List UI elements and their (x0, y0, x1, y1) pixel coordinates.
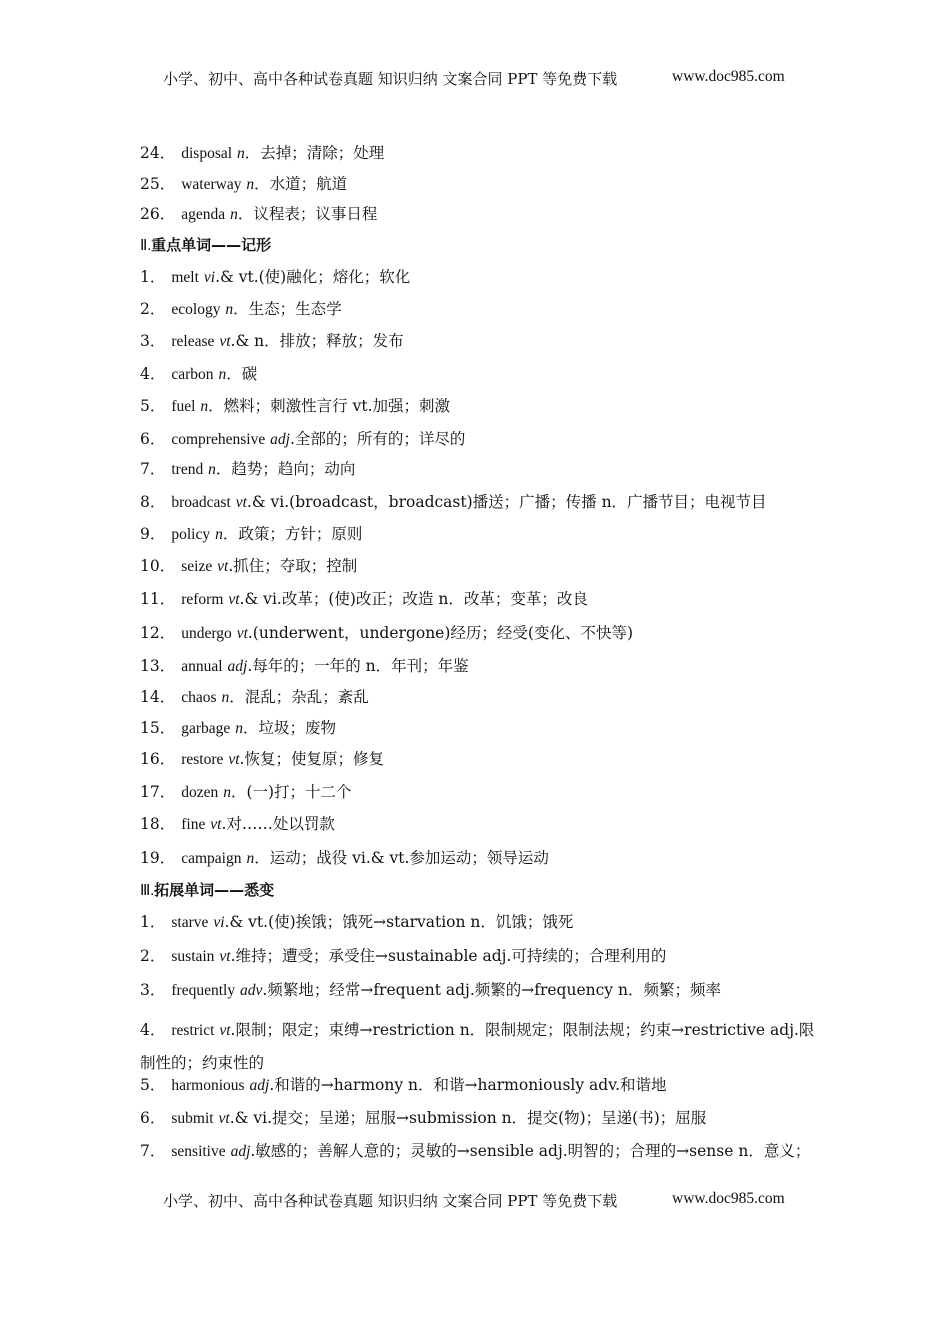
entry-number: 6． (140, 430, 166, 448)
entry-definition: ．水道；航道 (254, 175, 348, 193)
entry-word: policy (171, 526, 211, 543)
entry-definition: .每年的；一年的 n．年刊；年鉴 (247, 657, 469, 675)
entry-word: broadcast (171, 494, 231, 511)
entry-word: dozen (181, 784, 219, 801)
entry-word: melt (171, 269, 199, 286)
entry-number: 1． (140, 268, 166, 286)
vocab-entry (140, 492, 767, 513)
vocab-entry (140, 1075, 667, 1096)
entry-word: reform (181, 591, 224, 608)
entry-part-of-speech: n (235, 720, 243, 737)
vocab-entry (140, 299, 342, 320)
vocab-entry (140, 656, 469, 677)
entry-part-of-speech: n (230, 206, 238, 223)
entry-word: release (171, 333, 215, 350)
entry-word: fuel (171, 398, 196, 415)
entry-number: 4． (140, 1021, 166, 1039)
entry-part-of-speech: n (236, 145, 245, 162)
entry-definition: ．生态；生态学 (233, 300, 342, 318)
entry-definition: ．(一)打；十二个 (230, 783, 352, 801)
entry-word: garbage (181, 720, 231, 737)
entry-word: annual (181, 658, 223, 675)
vocab-entry (140, 946, 666, 967)
entry-definition: .& n．排放；释放；发布 (230, 332, 404, 350)
entry-word: ecology (171, 301, 221, 318)
entry-word: fine (181, 816, 206, 833)
entry-part-of-speech: vt (228, 591, 240, 608)
entry-part-of-speech: vt (236, 625, 248, 642)
entry-word: comprehensive (171, 431, 266, 448)
header-text: 小学、初中、高中各种试卷真题 知识归纳 文案合同 PPT 等免费下载 (163, 70, 618, 88)
vocab-entry (140, 331, 404, 352)
entry-word: campaign (181, 850, 242, 867)
entry-definition: .抓住；夺取；控制 (228, 557, 358, 575)
entry-part-of-speech: n (221, 689, 230, 706)
entry-number: 14． (140, 688, 176, 706)
entry-number: 3． (140, 332, 166, 350)
entry-part-of-speech: vt (235, 494, 247, 511)
entry-number: 4． (140, 365, 166, 383)
entry-part-of-speech: vt (218, 1110, 230, 1127)
entry-definition: .敏感的；善解人意的；灵敏的→sensible adj.明智的；合理的→sense n．意义； (250, 1142, 811, 1160)
entry-number: 7． (140, 1142, 166, 1160)
entry-part-of-speech: n (215, 526, 223, 543)
vocab-entry (140, 174, 347, 195)
vocab-entry (140, 782, 352, 803)
footer-url[interactable]: www.doc985.com (672, 1190, 785, 1207)
entry-number: 13． (140, 657, 176, 675)
entry-part-of-speech: vi (213, 914, 225, 931)
header-url[interactable]: www.doc985.com (672, 68, 785, 85)
entry-definition: ．混乱；杂乱；紊乱 (229, 688, 369, 706)
entry-part-of-speech: n (218, 366, 227, 383)
entry-word: disposal (181, 145, 233, 162)
section-title: 拓展单词——悉变 (154, 881, 275, 899)
entry-definition: .和谐的→harmony n．和谐→harmoniously adv.和谐地 (269, 1076, 667, 1094)
entry-number: 19． (140, 849, 176, 867)
entry-part-of-speech: adj (270, 431, 290, 448)
vocab-entry (140, 589, 588, 610)
entry-number: 3． (140, 981, 166, 999)
section-heading (140, 235, 271, 256)
entry-part-of-speech: n (223, 784, 231, 801)
entry-part-of-speech: vt (219, 333, 231, 350)
entry-part-of-speech: vt (219, 948, 231, 965)
entry-part-of-speech: adj (249, 1077, 270, 1094)
entry-number: 6． (140, 1109, 166, 1127)
vocab-entry (140, 912, 573, 933)
entry-word: starve (171, 914, 209, 931)
entry-part-of-speech: vt (228, 751, 240, 768)
entry-definition: ．去掉；清除；处理 (244, 144, 385, 162)
section-number: Ⅲ. (140, 883, 155, 899)
entry-number: 16． (140, 750, 176, 768)
entry-part-of-speech: vi (203, 269, 216, 286)
entry-definition: .全部的；所有的；详尽的 (289, 430, 466, 448)
entry-word: restore (181, 751, 224, 768)
vocab-entry (140, 204, 377, 225)
entry-number: 24． (140, 144, 176, 162)
entry-word: harmonious (171, 1077, 245, 1094)
entry-part-of-speech: adj (230, 1143, 251, 1160)
entry-number: 15． (140, 719, 176, 737)
vocab-entry (140, 1014, 822, 1079)
entry-number: 5． (140, 1076, 166, 1094)
entry-number: 1． (140, 913, 166, 931)
vocab-entry (140, 623, 633, 644)
entry-number: 7． (140, 460, 166, 478)
entry-number: 9． (140, 525, 166, 543)
entry-number: 8． (140, 493, 166, 511)
entry-word: frequently (171, 982, 236, 999)
entry-definition: ．燃料；刺激性言行 vt.加强；刺激 (208, 397, 451, 415)
entry-part-of-speech: n (208, 461, 216, 478)
vocab-entry (140, 1108, 706, 1129)
entry-number: 2． (140, 300, 166, 318)
section-title: 重点单词——记形 (151, 236, 272, 254)
entry-definition: .& vi.改革；(使)改正；改造 n．改革；变革；改良 (239, 590, 588, 608)
entry-definition: ．议程表；议事日程 (237, 205, 378, 223)
entry-word: waterway (181, 176, 242, 193)
section-number: Ⅱ. (140, 238, 152, 254)
vocab-entry (140, 267, 410, 288)
vocab-entry (140, 429, 465, 450)
vocab-entry (140, 980, 721, 1001)
entry-definition: .维持；遭受；承受住→sustainable adj.可持续的；合理利用的 (230, 947, 667, 965)
vocab-entry (140, 814, 335, 835)
entry-word: sustain (171, 948, 215, 965)
entry-number: 18． (140, 815, 176, 833)
entry-number: 5． (140, 397, 166, 415)
entry-part-of-speech: vt (219, 1022, 231, 1039)
entry-part-of-speech: adv (240, 982, 263, 999)
entry-part-of-speech: vt (217, 558, 229, 575)
entry-word: trend (171, 461, 204, 478)
vocab-entry (140, 364, 257, 385)
entry-part-of-speech: adj (227, 658, 248, 675)
entry-number: 17． (140, 783, 176, 801)
entry-part-of-speech: n (225, 301, 234, 318)
entry-definition: ．政策；方针；原则 (222, 525, 363, 543)
entry-definition: ．趋势；趋向；动向 (215, 460, 356, 478)
entry-word: submit (171, 1110, 214, 1127)
entry-word: agenda (181, 206, 226, 223)
entry-word: chaos (181, 689, 217, 706)
entry-number: 25． (140, 175, 176, 193)
entry-number: 2． (140, 947, 166, 965)
entry-definition: .& vi.(broadcast，broadcast)播送；广播；传播 n．广播节目；电视节目 (246, 493, 767, 511)
vocab-entry (140, 1141, 810, 1162)
vocab-entry (140, 396, 450, 417)
vocab-entry (140, 718, 336, 739)
entry-number: 12． (140, 624, 176, 642)
entry-number: 26． (140, 205, 176, 223)
section-heading (140, 880, 274, 901)
vocab-entry (140, 848, 549, 869)
entry-definition: .恢复；使复原；修复 (239, 750, 384, 768)
entry-definition: ．垃圾；废物 (242, 719, 336, 737)
vocab-entry (140, 143, 384, 164)
entry-part-of-speech: vt (210, 816, 222, 833)
entry-definition: ．运动；战役 vi.& vt.参加运动；领导运动 (254, 849, 549, 867)
vocab-entry (140, 687, 369, 708)
vocab-entry (140, 556, 357, 577)
entry-definition: .对……处以罚款 (221, 815, 335, 833)
vocab-entry (140, 749, 384, 770)
entry-word: sensitive (171, 1143, 226, 1160)
entry-number: 10． (140, 557, 176, 575)
entry-word: seize (181, 558, 213, 575)
footer-text: 小学、初中、高中各种试卷真题 知识归纳 文案合同 PPT 等免费下载 (163, 1192, 618, 1210)
entry-part-of-speech: n (246, 850, 255, 867)
entry-word: carbon (171, 366, 214, 383)
entry-part-of-speech: n (200, 398, 209, 415)
entry-definition: .& vt.(使)融化；熔化；软化 (215, 268, 411, 286)
entry-definition: .& vi.提交；呈递；屈服→submission n．提交(物)；呈递(书)；屈服 (229, 1109, 707, 1127)
entry-part-of-speech: n (246, 176, 255, 193)
entry-definition: .(underwent，undergone)经历；经受(变化、不快等) (247, 624, 633, 642)
entry-word: restrict (171, 1022, 215, 1039)
entry-word: undergo (181, 625, 232, 642)
entry-number: 11． (140, 590, 176, 608)
entry-definition: ．碳 (226, 365, 258, 383)
vocab-entry (140, 524, 362, 545)
entry-definition: .限制；限定；束缚→restriction n．限制规定；限制法规；约束→restrictive adj.限制性的；约束性的 (140, 1021, 815, 1072)
entry-definition: .& vt.(使)挨饿；饿死→starvation n．饥饿；饿死 (224, 913, 574, 931)
entry-definition: .频繁地；经常→frequent adj.频繁的→frequency n．频繁；频率 (262, 981, 721, 999)
vocab-entry (140, 459, 355, 480)
